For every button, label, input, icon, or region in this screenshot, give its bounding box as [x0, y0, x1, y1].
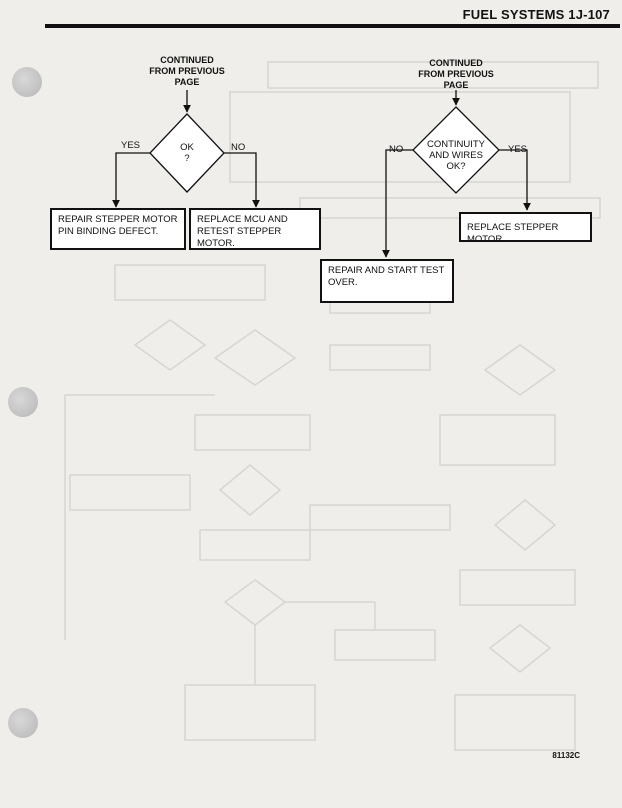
- right-yes-action-box: REPLACE STEPPER MOTOR.: [459, 212, 592, 242]
- left-no-action-box: REPLACE MCU AND RETEST STEPPER MOTOR.: [189, 208, 321, 250]
- right-continued-label: CONTINUED FROM PREVIOUS PAGE: [418, 58, 494, 90]
- left-no-label: NO: [231, 142, 246, 153]
- right-no-action-box: REPAIR AND START TEST OVER.: [320, 259, 454, 303]
- left-yes-connector: [116, 153, 150, 207]
- left-yes-action-box: REPAIR STEPPER MOTOR PIN BINDING DEFECT.: [50, 208, 186, 250]
- left-decision-text: OK ?: [180, 142, 194, 164]
- page-header-title: FUEL SYSTEMS 1J-107: [462, 7, 610, 22]
- left-continued-label: CONTINUED FROM PREVIOUS PAGE: [149, 55, 225, 87]
- left-yes-label: YES: [121, 140, 141, 151]
- figure-id: 81132C: [552, 751, 580, 760]
- right-yes-label: YES: [508, 144, 528, 155]
- left-no-connector: [224, 153, 256, 207]
- right-yes-connector: [499, 150, 527, 210]
- right-no-connector: [386, 150, 413, 257]
- right-no-label: NO: [389, 144, 404, 155]
- right-decision-text: CONTINUITY AND WIRES OK?: [426, 139, 486, 172]
